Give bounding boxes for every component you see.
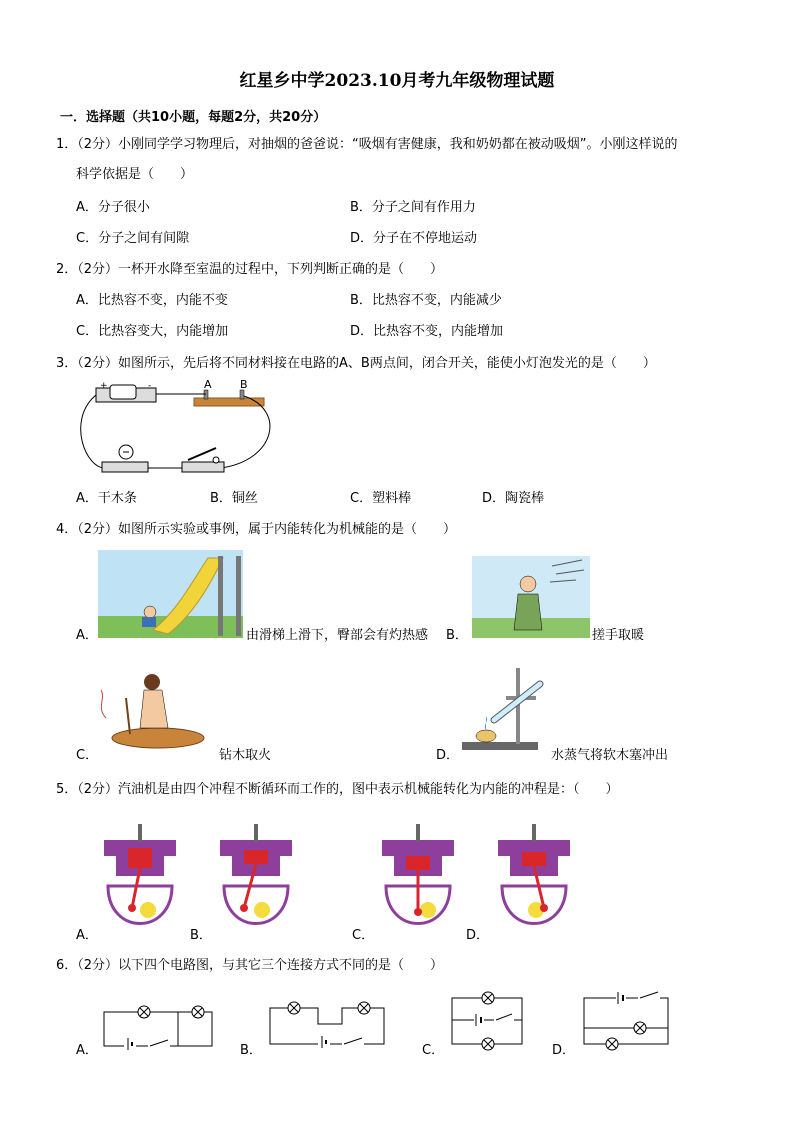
q5-option-b[interactable]: B． xyxy=(190,928,212,943)
q6-option-d[interactable]: D． xyxy=(552,1043,576,1058)
q4-option-d-letter[interactable]: D． xyxy=(436,748,460,763)
q4-option-d-text: 水蒸气将软木塞冲出 xyxy=(551,748,669,763)
page-title: 红星乡中学2023.10月考九年级物理试题 xyxy=(239,71,555,91)
question-1-stem: 1．（2分）小刚同学学习物理后，对抽烟的爸爸说：“吸烟有害健康，我和奶奶都在被动吸烟”。小刚这样说的 xyxy=(56,137,678,152)
test-tube-steam-picture xyxy=(458,662,548,754)
rubbing-hands-picture xyxy=(472,556,590,638)
q4-option-b-letter[interactable]: B． xyxy=(446,628,468,643)
q2-option-a[interactable]: A．比热容不变，内能不变 xyxy=(76,293,228,308)
q2-option-c[interactable]: C．比热容变大，内能增加 xyxy=(76,324,229,339)
q3-option-d[interactable]: D．陶瓷棒 xyxy=(482,491,545,506)
question-4-stem: 4．（2分）如图所示实验或事例，属于内能转化为机械能的是（ ） xyxy=(56,522,457,537)
circuit-diagram-b xyxy=(264,996,390,1054)
q3-option-b[interactable]: B．铜丝 xyxy=(210,491,258,506)
q4-option-a-text: 由滑梯上滑下，臀部会有灼热感 xyxy=(246,628,429,643)
q1-option-a[interactable]: A．分子很小 xyxy=(76,200,150,215)
engine-stroke-d xyxy=(492,816,576,938)
q4-option-b-text: 搓手取暖 xyxy=(592,628,645,643)
q2-option-b[interactable]: B．比热容不变，内能减少 xyxy=(350,293,502,308)
engine-stroke-b xyxy=(214,816,298,938)
q4-option-c-text: 钻木取火 xyxy=(219,748,272,763)
slide-picture xyxy=(98,550,243,638)
question-2-stem: 2．（2分）一杯开水降至室温的过程中，下列判断正确的是（ ） xyxy=(56,262,444,277)
q4-option-c-letter[interactable]: C． xyxy=(76,748,99,763)
q3-option-a[interactable]: A．干木条 xyxy=(76,491,137,506)
svg-text:-: - xyxy=(148,381,152,391)
q3-option-c[interactable]: C．塑料棒 xyxy=(350,491,412,506)
engine-stroke-c xyxy=(376,816,460,938)
circuit-diagram-c xyxy=(446,990,528,1052)
circuit-diagram-d xyxy=(578,990,674,1052)
q5-option-a[interactable]: A． xyxy=(76,928,98,943)
q1-option-c[interactable]: C．分子之间有间隙 xyxy=(76,231,190,246)
circuit-figure-q3 xyxy=(76,380,276,485)
q4-option-a-letter[interactable]: A． xyxy=(76,628,98,643)
question-3-stem: 3．（2分）如图所示，先后将不同材料接在电路的A、B两点间，闭合开关，能使小灯泡发光的是（ ） xyxy=(56,356,656,371)
q1-option-d[interactable]: D．分子在不停地运动 xyxy=(350,231,478,246)
q1-option-b[interactable]: B．分子之间有作用力 xyxy=(350,200,476,215)
q6-option-a[interactable]: A． xyxy=(76,1043,98,1058)
engine-stroke-a xyxy=(98,816,182,938)
q6-option-b[interactable]: B． xyxy=(240,1043,262,1058)
svg-text:+: + xyxy=(100,381,108,391)
q5-option-d[interactable]: D． xyxy=(466,928,490,943)
q2-option-d[interactable]: D．比热容不变，内能增加 xyxy=(350,324,504,339)
circuit-diagram-a xyxy=(98,1000,218,1056)
q6-option-c[interactable]: C． xyxy=(422,1043,445,1058)
terminal-a-label: A xyxy=(204,380,212,391)
section-heading: 一．选择题（共10小题，每题2分，共20分） xyxy=(60,110,327,125)
q5-option-c[interactable]: C． xyxy=(352,928,375,943)
question-6-stem: 6．（2分）以下四个电路图，与其它三个连接方式不同的是（ ） xyxy=(56,958,444,973)
question-5-stem: 5．（2分）汽油机是由四个冲程不断循环而工作的，图中表示机械能转化为内能的冲程是：（ ） xyxy=(56,782,619,797)
drill-wood-fire-picture xyxy=(96,668,216,756)
terminal-b-label: B xyxy=(240,380,248,391)
question-1-stem-cont: 科学依据是（ ） xyxy=(76,167,194,182)
